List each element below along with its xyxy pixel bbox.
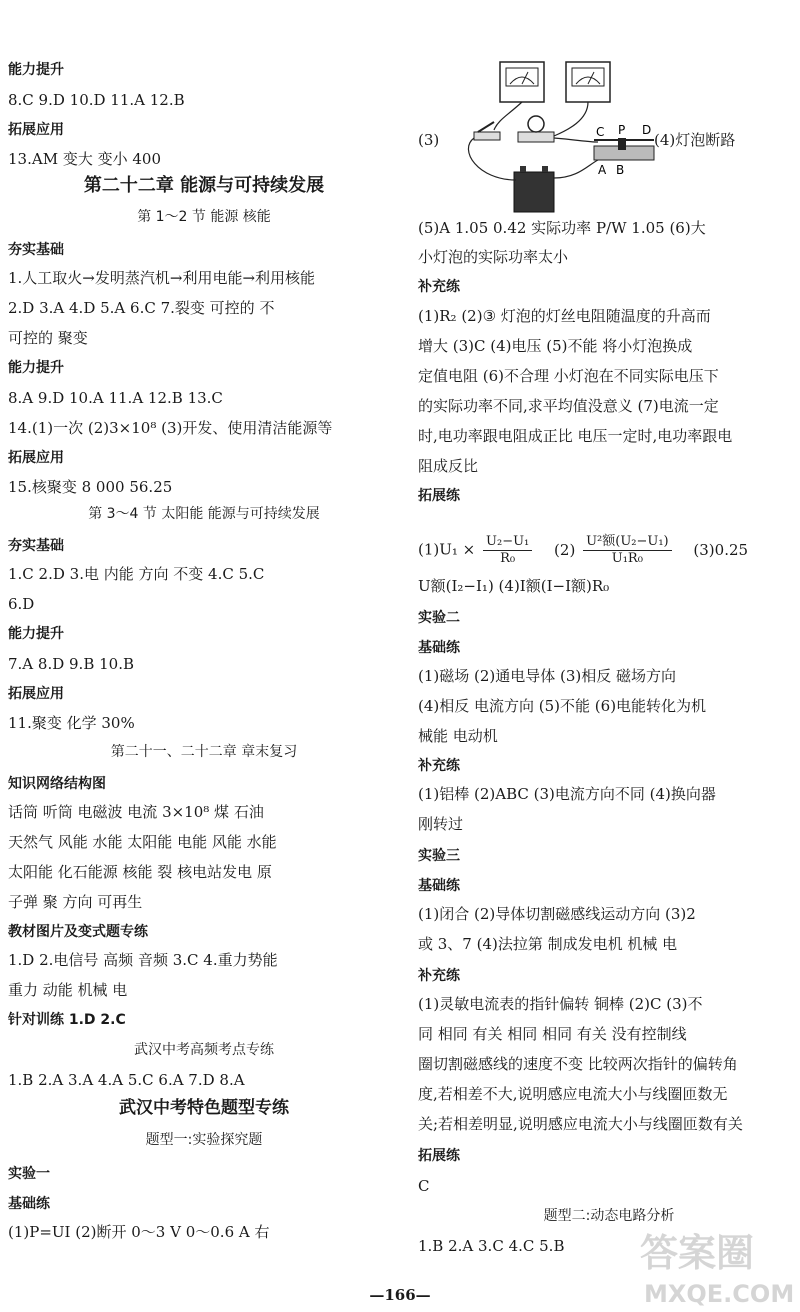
right2-line-20: C	[418, 1177, 430, 1195]
terminal-label-d: D	[642, 123, 652, 137]
right2-line-11: (1)闭合 (2)导体切割磁感线运动方向 (3)2	[418, 905, 696, 923]
right-line-0: (5)A 1.05 0.42 实际功率 P/W 1.05 (6)大	[418, 219, 706, 237]
left-line-1: 8.C 9.D 10.D 11.A 12.B	[8, 91, 185, 109]
right-line-5: 定值电阻 (6)不合理 小灯泡在不同实际电压下	[418, 367, 719, 385]
right2-line-15: 同 相同 有关 相同 相同 有关 没有控制线	[418, 1025, 687, 1043]
left-line-13: 拓展应用	[8, 450, 64, 466]
right2-line-4: (4)相反 电流方向 (5)不能 (6)电能转化为机	[418, 697, 707, 715]
right2-line-21: 题型二:动态电路分析	[543, 1208, 675, 1224]
left-line-22: 11.聚变 化学 30%	[8, 714, 135, 732]
left-line-0: 能力提升	[8, 62, 64, 78]
left-line-6: 夯实基础	[8, 242, 64, 258]
right2-line-6: 补充练	[418, 758, 460, 774]
left-line-29: 教材图片及变式题专练	[8, 924, 148, 940]
left-line-7: 1.人工取火→发明蒸汽机→利用电能→利用核能	[8, 269, 316, 287]
right2-line-7: (1)铝棒 (2)ABC (3)电流方向不同 (4)换向器	[418, 785, 716, 803]
left-line-12: 14.(1)一次 (2)3×10⁸ (3)开发、使用清洁能源等	[8, 419, 333, 437]
right-line-8: 阻成反比	[418, 457, 479, 475]
right2-line-8: 刚转过	[418, 815, 464, 833]
left-line-21: 拓展应用	[8, 686, 64, 702]
left-line-8: 2.D 3.A 4.D 5.A 6.C 7.裂变 可控的 不	[8, 299, 275, 317]
left-line-32: 针对训练 1.D 2.C	[8, 1012, 126, 1028]
right2-line-22: 1.B 2.A 3.C 4.C 5.B	[418, 1237, 565, 1255]
left-line-20: 7.A 8.D 9.B 10.B	[8, 655, 134, 673]
right-line-6: 的实际功率不同,求平均值没意义 (7)电流一定	[418, 397, 719, 415]
right2-line-16: 圈切割磁感线的速度不变 比较两次指针的偏转角	[418, 1055, 738, 1073]
formula-part-3: (3)0.25	[693, 540, 749, 559]
svg-text:MXQE.COM: MXQE.COM	[644, 1280, 795, 1308]
right2-line-9: 实验三	[418, 848, 460, 864]
left-line-34: 1.B 2.A 3.A 4.A 5.C 6.A 7.D 8.A	[8, 1071, 245, 1089]
left-line-26: 天然气 风能 水能 太阳能 电能 风能 水能	[8, 833, 277, 851]
right2-line-18: 关;若相差明显,说明感应电流大小与线圈匝数有关	[418, 1115, 743, 1133]
left-line-31: 重力 动能 机械 电	[8, 981, 128, 999]
formula-part-2: (2)	[554, 540, 576, 559]
right-line-4: 增大 (3)C (4)电压 (5)不能 将小灯泡换成	[418, 337, 693, 355]
circuit-item-3-label: (3)	[418, 131, 440, 149]
right-line-1: 小灯泡的实际功率太小	[418, 248, 569, 266]
left-line-15: 第 3～4 节 太阳能 能源与可持续发展	[88, 506, 320, 522]
right2-line-12: 或 3、7 (4)法拉第 制成发电机 机械 电	[418, 935, 678, 953]
right2-line-1: 实验二	[418, 610, 460, 626]
left-line-25: 话筒 听筒 电磁波 电流 3×10⁸ 煤 石油	[8, 803, 264, 821]
circuit-item-4-answer: (4)灯泡断路	[654, 131, 736, 149]
left-line-19: 能力提升	[8, 626, 64, 642]
right-line-7: 时,电功率跟电阻成正比 电压一定时,电功率跟电	[418, 427, 733, 445]
right2-line-14: (1)灵敏电流表的指针偏转 铜棒 (2)C (3)不	[418, 995, 703, 1013]
terminal-label-a: A	[598, 163, 607, 177]
right2-line-0: U额(I₂−I₁) (4)I额(I−I额)R₀	[418, 577, 610, 595]
left-line-28: 子弹 聚 方向 可再生	[8, 893, 143, 911]
terminal-label-b: B	[616, 163, 625, 177]
left-line-17: 1.C 2.D 3.电 内能 方向 不变 4.C 5.C	[8, 565, 265, 583]
left-line-39: (1)P=UI (2)断开 0～3 V 0～0.6 A 右	[8, 1223, 270, 1241]
terminal-label-p: P	[618, 123, 626, 137]
fraction-1: $\frac{\text{U₂−U₁}}{\text{R₀}}$	[483, 534, 532, 567]
right2-line-5: 械能 电动机	[418, 727, 498, 745]
left-line-35: 武汉中考特色题型专练	[119, 1098, 289, 1118]
formula-part-1: (1)U₁ ×	[418, 540, 476, 559]
left-line-30: 1.D 2.电信号 高频 音频 3.C 4.重力势能	[8, 951, 278, 969]
left-line-23: 第二十一、二十二章 章末复习	[110, 744, 298, 760]
left-line-2: 拓展应用	[8, 122, 64, 138]
fraction-2: $\frac{\text{U²额(U₂−U₁)}}{\text{U₁R₀}}$	[583, 534, 672, 567]
left-line-27: 太阳能 化石能源 核能 裂 核电站发电 原	[8, 863, 272, 881]
left-line-37: 实验一	[8, 1166, 50, 1182]
formula-line	[418, 534, 748, 567]
terminal-label-c: C	[596, 125, 605, 139]
right2-line-3: (1)磁场 (2)通电导体 (3)相反 磁场方向	[418, 667, 677, 685]
svg-text:答案圈: 答案圈	[640, 1231, 755, 1275]
left-line-24: 知识网络结构图	[8, 776, 106, 792]
left-line-11: 8.A 9.D 10.A 11.A 12.B 13.C	[8, 389, 223, 407]
circuit-diagram	[438, 60, 658, 225]
right2-line-13: 补充练	[418, 968, 460, 984]
left-line-9: 可控的 聚变	[8, 329, 88, 347]
left-line-33: 武汉中考高频考点专练	[134, 1042, 274, 1058]
left-line-36: 题型一:实验探究题	[145, 1132, 263, 1148]
right2-line-10: 基础练	[418, 878, 460, 894]
left-line-18: 6.D	[8, 595, 35, 613]
right-line-3: (1)R₂ (2)③ 灯泡的灯丝电阻随温度的升高而	[418, 307, 711, 325]
left-line-14: 15.核聚变 8 000 56.25	[8, 478, 173, 496]
right2-line-19: 拓展练	[418, 1148, 460, 1164]
right-line-2: 补充练	[418, 279, 460, 295]
left-line-3: 13.AM 变大 变小 400	[8, 150, 161, 168]
watermark-logo	[630, 1218, 800, 1312]
right2-line-2: 基础练	[418, 640, 460, 656]
left-line-4: 第二十二章 能源与可持续发展	[83, 175, 325, 196]
left-line-16: 夯实基础	[8, 538, 64, 554]
right2-line-17: 度,若相差不大,说明感应电流大小与线圈匝数无	[418, 1085, 728, 1103]
right-line-9: 拓展练	[418, 488, 460, 504]
left-line-10: 能力提升	[8, 360, 64, 376]
left-line-38: 基础练	[8, 1196, 50, 1212]
page-number: —166—	[369, 1286, 431, 1304]
left-line-5: 第 1～2 节 能源 核能	[137, 209, 271, 225]
